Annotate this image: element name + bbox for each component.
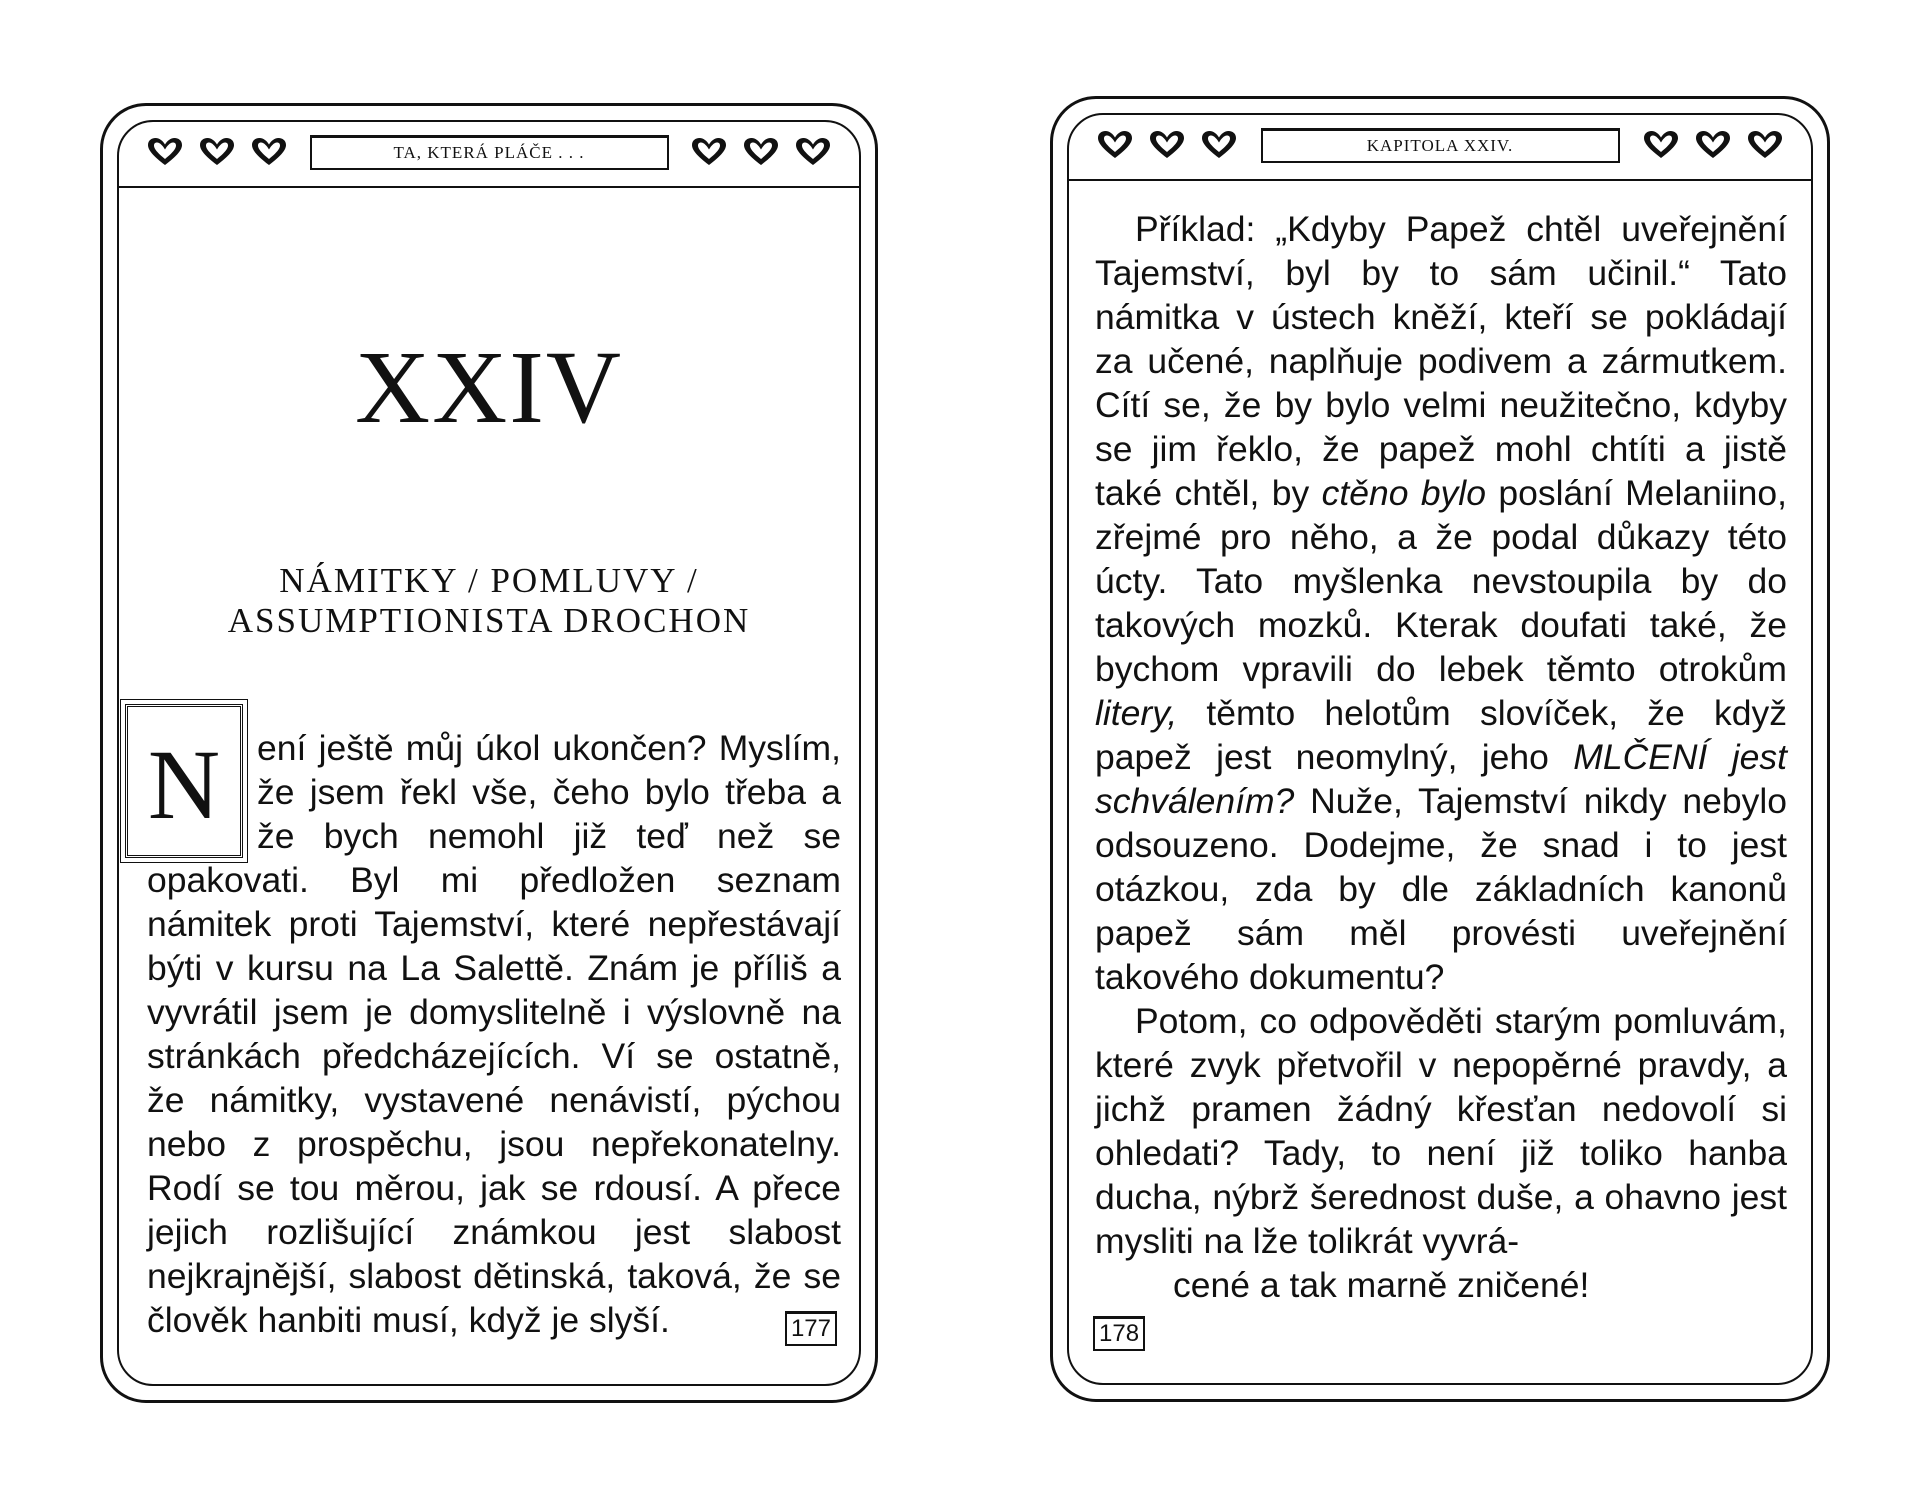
left-header-hearts-right	[689, 136, 833, 168]
heart-icon	[1147, 129, 1187, 161]
chapter-title-line: NÁMITKY / POMLUVY /	[279, 561, 699, 600]
heart-icon	[1199, 129, 1239, 161]
paragraph: Příklad: „Kdyby Papež chtěl uveřejnění Tajemství, byl by to sám učinil.“ Tato námitka v ústech kněží, kteří se pokládají za učené, naplňuje podivem a zármutkem. Cítí se, že by bylo velmi neužitečno, kdyby se jim řeklo, že papež mohl chtíti a jistě také chtěl, by ctěno bylo poslání Melaniino, zřejmé pro něho, a že podal důkazy této úcty. Tato myšlenka nevstoupila by do takových mozků. Kterak doufati také, že bychom vpravili do lebek těmto otrokům litery, těmto helotům slovíček, že když papež jest neomylný, jeho MLČENÍ jest schválením? Nuže, Tajemství nikdy nebylo odsouzeno. Dodejme, že snad i to jest otázkou, zda by dle základních kanonů papež sám měl provésti uveřejnění takového dokumentu?	[1095, 209, 1787, 997]
header-divider	[117, 186, 861, 188]
paragraph-last-line: cené a tak marně zničené!	[1173, 1265, 1590, 1305]
left-header	[145, 132, 833, 172]
heart-icon	[249, 136, 289, 168]
heart-icon	[1095, 129, 1135, 161]
chapter-title-line: ASSUMPTIONISTA DROCHON	[227, 601, 751, 640]
chapter-number: XXIV	[355, 330, 623, 445]
right-header-hearts-left	[1095, 129, 1239, 161]
paragraph: ení ještě můj úkol ukončen? Myslím, že jsem řekl vše, čeho bylo třeba a že bych nemohl již teď než se opakovati. Byl mi předložen seznam námitek proti Tajemství, které nepřestávají býti v kursu na La Salettě. Znám je příliš a vyvrátil jsem je domyslitelně i výslovně na stránkách předcházejících. Ví se ostatně, že námitky, vystavené nenávistí, pýchou nebo z prospěchu, jsou nepřekonatelny. Rodí se tou měrou, jak se rdousí. A přece jejich rozlišující známkou jest slabost nejkrajnější, slabost dětinská, taková, že se člověk hanbiti musí, když je slyší.	[147, 728, 841, 1340]
running-head: KAPITOLA XXIV.	[1261, 128, 1620, 163]
heart-icon	[1693, 129, 1733, 161]
paragraph: Potom, co odpověděti starým pomluvám, které zvyk přetvořil v nepopěrné pravdy, a jichž pramen žádný křesťan nedovolí si ohledati? Tady, to není již toliko hanba ducha, nýbrž šerednost duše, a ohavno jest mysliti na lže tolikrát vyvrá-	[1095, 1001, 1787, 1261]
page-number: 177	[785, 1311, 837, 1346]
left-header-hearts-left	[145, 136, 289, 168]
right-header-hearts-right	[1641, 129, 1785, 161]
left-page	[100, 103, 878, 1403]
heart-icon	[689, 136, 729, 168]
header-divider	[1067, 179, 1813, 181]
running-head: TA, KTERÁ PLÁČE . . .	[310, 135, 669, 170]
heart-icon	[1745, 129, 1785, 161]
heart-icon	[793, 136, 833, 168]
page-number: 178	[1093, 1316, 1145, 1351]
heart-icon	[145, 136, 185, 168]
left-body-text	[147, 726, 841, 1342]
right-header	[1095, 125, 1785, 165]
chapter-title	[133, 561, 845, 641]
right-body-text	[1095, 207, 1787, 1307]
right-page	[1050, 96, 1830, 1402]
heart-icon	[741, 136, 781, 168]
heart-icon	[1641, 129, 1681, 161]
drop-cap: N	[125, 704, 243, 858]
heart-icon	[197, 136, 237, 168]
